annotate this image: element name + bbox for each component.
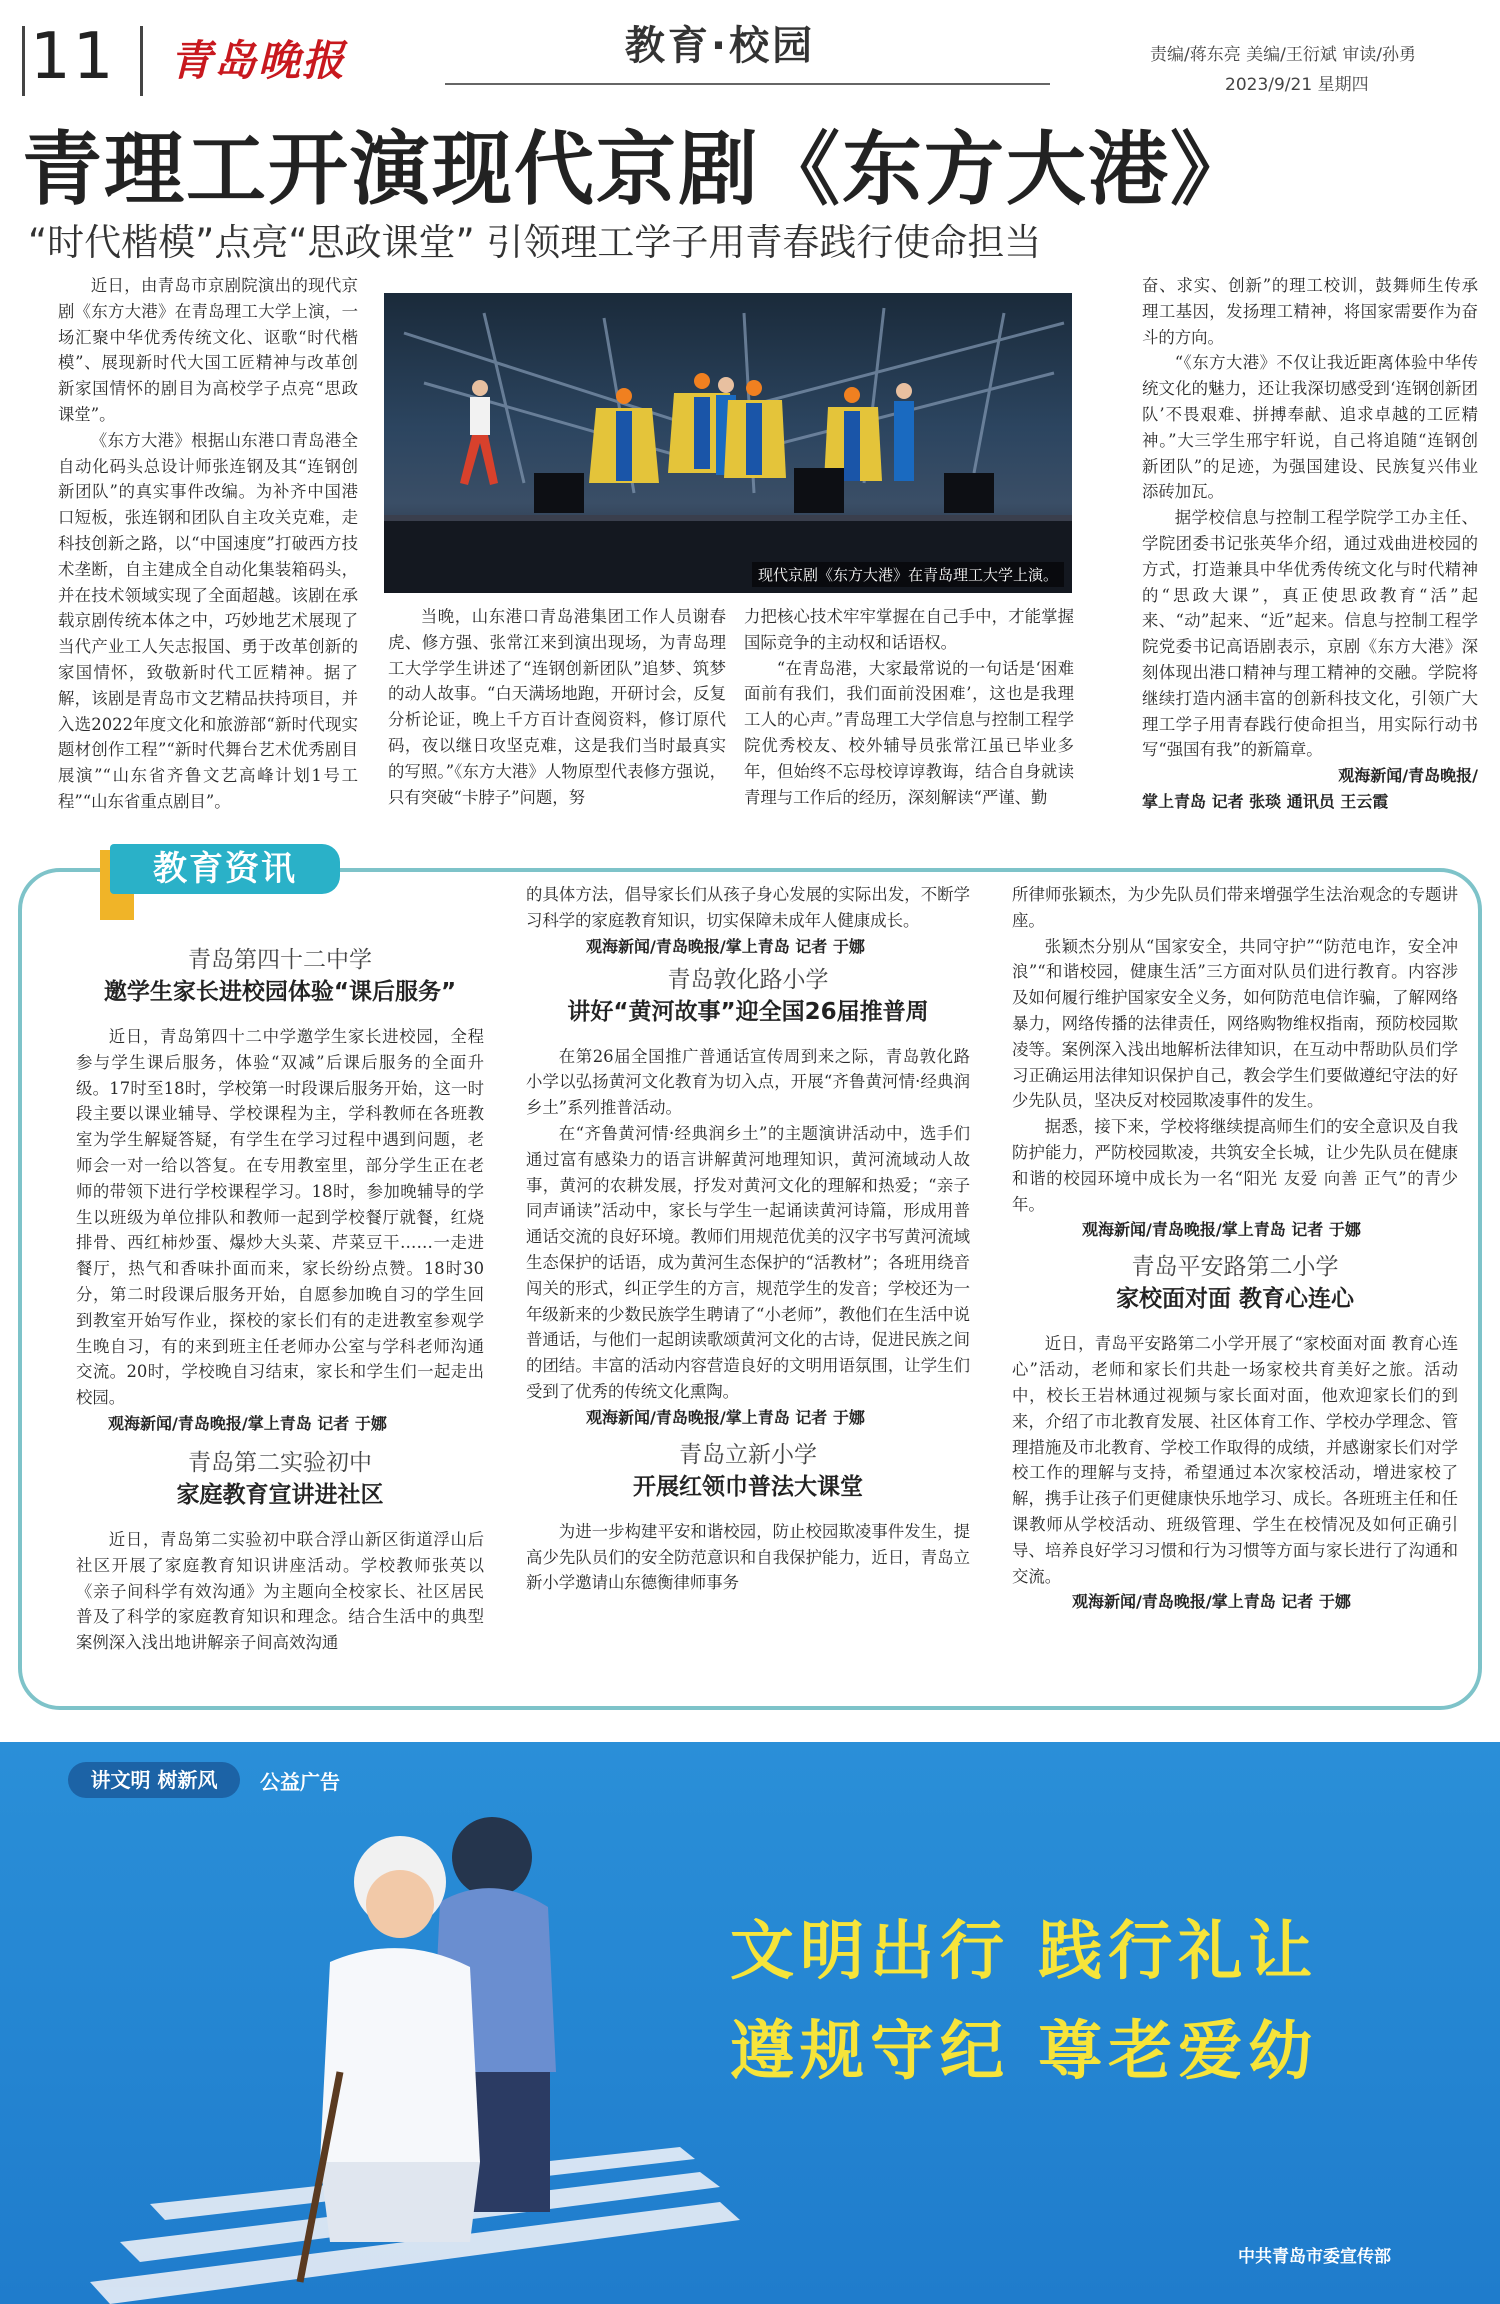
paragraph: 在第26届全国推广普通话宣传周到来之际，青岛敦化路小学以弘扬黄河文化教育为切入点，开展“齐鲁黄河情·经典润乡土”系列推普活动。 (526, 1046, 970, 1118)
section-underline (445, 83, 1050, 85)
lead-column-1 (58, 273, 358, 815)
ad-slogan-line-1: 文明出行 践行礼让 (730, 1915, 1319, 1989)
article-title: 开展红领巾普法大课堂 (633, 1473, 863, 1500)
lead-column-2 (388, 604, 726, 810)
paragraph: 力把核心技术牢牢掌握在自己手中，才能掌握国际竞争的主动权和话语权。 (744, 607, 1074, 652)
paragraph: “《东方大港》不仅让我近距离体验中华传统文化的魅力，还让我深切感受到‘连钢创新团队’不畏艰难、拼搏奉献、追求卓越的工匠精神。”大三学生邢宇轩说，自己将追随“连钢创新团队”的足迹，为强国建设、民族复兴伟业添砖加瓦。 (1142, 353, 1478, 502)
article-title: 家校面对面 教育心连心 (1115, 1286, 1354, 1313)
ad-slogan-line-2: 遵规守纪 尊老爱幼 (730, 2015, 1319, 2089)
paragraph: 张颖杰分别从“国家安全，共同守护”“防范电诈，安全冲浪”“和谐校园，健康生活”三方面对队员们进行教育。内容涉及如何履行维护国家安全义务，如何防范电信诈骗，了解网络暴力，网络传播的法律责任，网络购物维权指南，预防校园欺凌等。案例深入浅出地解析法律知识，在互动中帮助队员们学习正确运用法律知识保护自己，教会学生们要做遵纪守法的好少先队员，坚决反对校园欺凌事件的发生。 (1012, 936, 1458, 1111)
ad-label: 公益广告 (260, 1770, 340, 1794)
paragraph: 近日，青岛平安路第二小学开展了“家校面对面 教育心连心”活动，老师和家长们共赴一场家校共育美好之旅。活动中，校长王岩林通过视频与家长面对面，他欢迎家长们的到来，介绍了市北教育发展、社区体育工作、学校办学理念、管理措施及市北教育、学校工作取得的成绩，并感谢家长们对学校工作的理解与支持，希望通过本次家校活动，增进家校了解，携手让孩子们更健康快乐地学习、成长。各班班主任和任课教师从学校活动、班级管理、学生在校情况及如何正确引导、培养良好学习习惯和行为习惯等方面与家长进行了沟通和交流。 (1012, 1334, 1458, 1586)
article-school: 青岛敦化路小学 (667, 966, 829, 993)
paragraph: 为进一步构建平安和谐校园，防止校园欺凌事件发生，提高少先队员们的安全防范意识和自我保护能力，近日，青岛立新小学邀请山东德衡律师事务 (526, 1521, 970, 1593)
paragraph: 据学校信息与控制工程学院学工办主任、学院团委书记张英华介绍，通过戏曲进校园的方式，打造兼具中华优秀传统文化与时代精神的“思政大课”，真正使思政教育“活”起来、“动”起来、“近”起来。信息与控制工程学院党委书记高语剧表示，京剧《东方大港》深刻体现出港口精神与理工精神的交融。学院将继续打造内涵丰富的创新科技文化，引领广大理工学子用青春践行使命担当，用实际行动书写“强国有我”的新篇章。 (1142, 508, 1478, 760)
article-school: 青岛平安路第二小学 (1131, 1254, 1339, 1281)
stage-photo-illustration (384, 293, 1072, 593)
paragraph: 近日，青岛第二实验初中联合浮山新区街道浮山后社区开展了家庭教育知识讲座活动。学校教师张英以《亲子间科学有效沟通》为主题向全校家长、社区居民普及了科学的家庭教育知识和理念。结合生活中的典型案例深入浅出地讲解亲子间高效沟通 (76, 1529, 484, 1653)
article-body (526, 1044, 970, 1405)
edu-column-a (76, 944, 484, 1656)
article-title: 讲好“黄河故事”迎全国26届推普周 (567, 998, 929, 1025)
paragraph: 据悉，接下来，学校将继续提高师生们的安全意识及自我防护能力，严防校园欺凌，共筑安全长城，让少先队员在健康和谐的校园环境中成长为一名“阳光 友爱 向善 正气”的青少年。 (1012, 1117, 1458, 1214)
article-school: 青岛第二实验初中 (188, 1449, 372, 1476)
lead-column-4 (1142, 273, 1478, 815)
paragraph: 近日，青岛第四十二中学邀学生家长进校园，全程参与学生课后服务，体验“双减”后课后服务的全面升级。17时至18时，学校第一时段课后服务开始，这一时段主要以课业辅导、学校课程为主，学科教师在各班教室为学生解疑答疑，有学生在学习过程中遇到问题，老师会一对一给以答复。在专用教室里，部分学生正在老师的带领下进行学校课程学习。18时，参加晚辅导的学生以班级为单位排队和教师一起到学校餐厅就餐，红烧排骨、西红柿炒蛋、爆炒大头菜、芹菜豆干……一走进餐厅，热气和香味扑面而来，家长纷纷点赞。18时30分，第二时段课后服务开始，自愿参加晚自习的学生回到教室开始写作业，探校的家长们有的走进教室参观学生晚自习，有的来到班主任老师办公室与学科老师沟通交流。20时，学校晚自习结束，家长和学生们一起走出校园。 (76, 1027, 484, 1408)
byline: 观海新闻/青岛晚报/掌上青岛 记者 于娜 (586, 936, 865, 956)
article-school: 青岛立新小学 (679, 1441, 817, 1468)
paragraph: “在青岛港，大家最常说的一句话是‘困难面前有我们，我们面前没困难’，这也是我理工人的心声。”青岛理工大学信息与控制工程学院优秀校友、校外辅导员张常江虽已毕业多年，但始终不忘母校谆谆教诲，结合自身就读青理与工作后的经历，深刻解读“严谨、勤 (744, 658, 1074, 807)
editor-credits: 责编/蒋东亮 美编/王衍斌 审读/孙勇 (1150, 45, 1416, 65)
byline: 观海新闻/青岛晚报/掌上青岛 记者 于娜 (1072, 1592, 1351, 1612)
paragraph: 《东方大港》根据山东港口青岛港全自动化码头总设计师张连钢及其“连钢创新团队”的真实事件改编。为补齐中国港口短板，张连钢和团队自主攻关克难，走科技创新之路，以“中国速度”打破西方技术垄断，自主建成全自动化集装箱码头，并在技术领域实现了全面超越。该剧在承载京剧传统本体之中，巧妙地艺术展现了当代产业工人矢志报国、勇于改革创新的家国情怀，致敬新时代工匠精神。据了解，该剧是青岛市文艺精品扶持项目，并入选2022年度文化和旅游部“新时代现实题材创作工程”“新时代舞台艺术优秀剧目展演”“山东省齐鲁文艺高峰计划1号工程”“山东省重点剧目”。 (58, 430, 358, 811)
edu-column-c (1012, 882, 1458, 1615)
issue-date: 2023/9/21 星期四 (1225, 75, 1369, 95)
byline: 观海新闻/青岛晚报/掌上青岛 记者 于娜 (1082, 1220, 1361, 1240)
masthead-divider (140, 26, 143, 96)
article-body (76, 1024, 484, 1411)
article-body (76, 1527, 484, 1656)
ad-sponsor: 中共青岛市委宣传部 (1238, 2247, 1391, 2267)
byline: 掌上青岛 记者 张琰 通讯员 王云霞 (1142, 792, 1389, 812)
article-body (526, 882, 970, 934)
main-headline: 青理工开演现代京剧《东方大港》 (22, 123, 1252, 216)
sub-headline: “时代楷模”点亮“思政课堂” 引领理工学子用青春践行使命担当 (28, 221, 1042, 264)
article-title: 邀学生家长进校园体验“课后服务” (103, 979, 457, 1005)
article-school: 青岛第四十二中学 (188, 947, 372, 973)
lead-column-3 (744, 604, 1074, 810)
article-title: 家庭教育宣讲进社区 (176, 1481, 384, 1508)
paragraph: 当晚，山东港口青岛港集团工作人员谢春虎、修方强、张常江来到演出现场，为青岛理工大学学生讲述了“连钢创新团队”追梦、筑梦的动人故事。“白天满场地跑，开研讨会，反复分析论证，晚上千方百计查阅资料，修订原代码，夜以继日攻坚克难，这是我们当时最真实的写照。”《东方大港》人物原型代表修方强说，只有突破“卡脖子”问题，努 (388, 607, 726, 807)
paragraph: 在“齐鲁黄河情·经典润乡土”的主题演讲活动中，选手们通过富有感染力的语言讲解黄河地理知识，黄河流域动人故事，黄河的农耕发展，抒发对黄河文化的理解和热爱；“亲子同声诵读”活动中，家长与学生一起诵读黄河诗篇，形成用普通话交流的良好环境。教师们用规范优美的汉字书写黄河流域生态保护的话语，成为黄河生态保护的“活教材”；各班用绕音闯关的形式，纠正学生的方言，规范学生的发音；学校还为一年级新来的少数民族学生聘请了“小老师”，教他们在生活中说普通话，与他们一起朗读歌颂黄河文化的古诗，促进民族之间的团结。丰富的活动内容营造良好的文明用语氛围，让学生们受到了优秀的传统文化熏陶。 (526, 1123, 970, 1401)
paragraph: 近日，由青岛市京剧院演出的现代京剧《东方大港》在青岛理工大学上演，一场汇聚中华优秀传统文化、讴歌“时代楷模”、展现新时代大国工匠精神与改革创新家国情怀的剧目为高校学子点亮“思政课堂”。 (58, 276, 358, 424)
byline: 观海新闻/青岛晚报/掌上青岛 记者 于娜 (586, 1407, 865, 1427)
paragraph: 奋、求实、创新”的理工校训，鼓舞师生传承理工基因，发扬理工精神，将国家需要作为奋斗的方向。 (1142, 276, 1478, 347)
article-body (526, 1519, 970, 1596)
photo-caption: 现代京剧《东方大港》在青岛理工大学上演。 (752, 562, 1064, 587)
paragraph: 的具体方法，倡导家长们从孩子身心发展的实际出发，不断学习科学的家庭教育知识，切实保障未成年人健康成长。 (526, 885, 970, 930)
education-news-title: 教育资讯 (110, 844, 340, 894)
section-title: 教育·校园 (624, 23, 816, 69)
stage-photo (384, 293, 1072, 593)
byline: 观海新闻/青岛晚报/ (1338, 766, 1478, 786)
byline: 观海新闻/青岛晚报/掌上青岛 记者 于娜 (108, 1413, 387, 1433)
edu-column-b (526, 882, 970, 1596)
paragraph: 所律师张颖杰，为少先队员们带来增强学生法治观念的专题讲座。 (1012, 885, 1458, 930)
newspaper-logo: 青岛晚报 (170, 36, 347, 85)
ad-campaign-tag: 讲文明 树新风 (68, 1762, 240, 1798)
article-body (1012, 1331, 1458, 1589)
masthead-divider-left (22, 26, 25, 96)
article-body (1012, 882, 1458, 1217)
page-number: 11 (30, 20, 116, 94)
